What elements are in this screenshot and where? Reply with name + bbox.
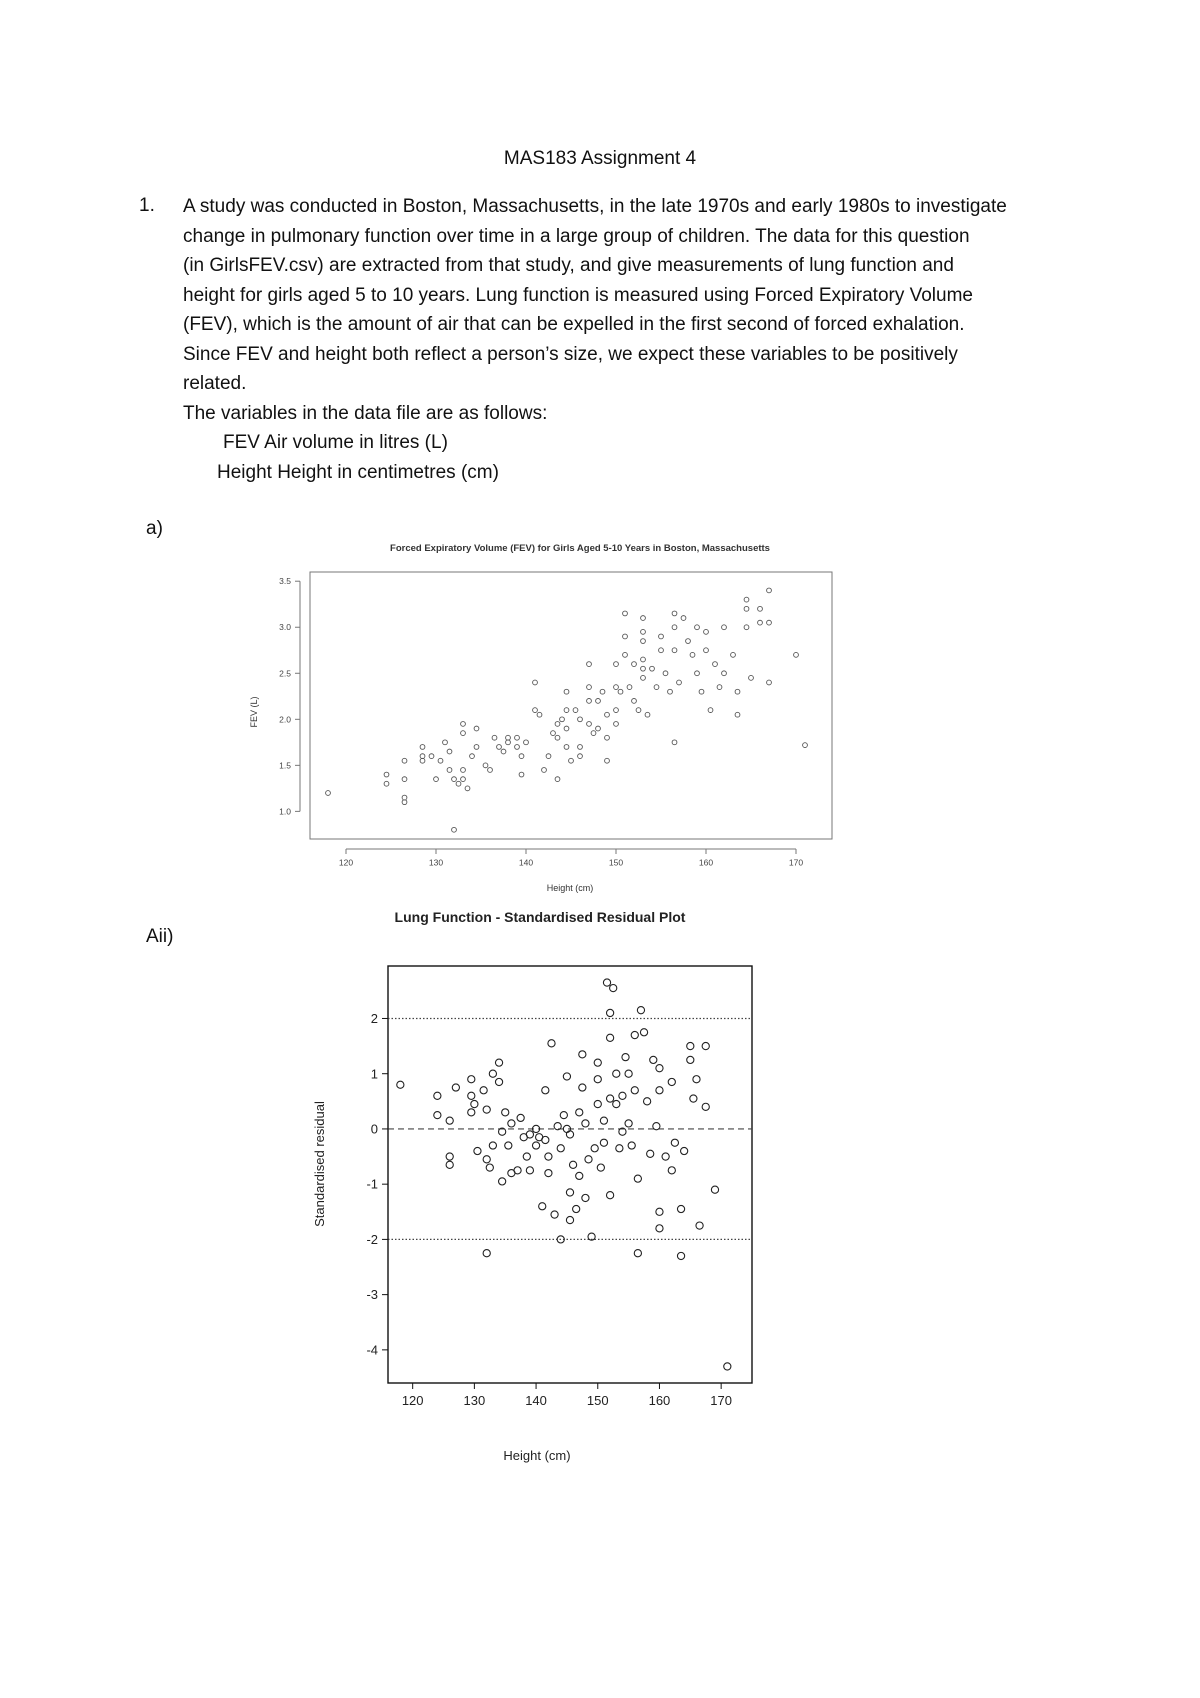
data-point [420, 758, 425, 763]
data-point [634, 1250, 641, 1257]
data-point [613, 1100, 620, 1107]
data-point [607, 1192, 614, 1199]
data-point [724, 1363, 731, 1370]
data-point [662, 1153, 669, 1160]
data-point [632, 662, 637, 667]
data-point [708, 708, 713, 713]
data-point [533, 680, 538, 685]
part-a-label: a) [146, 518, 163, 539]
data-point [545, 1153, 552, 1160]
data-point [659, 634, 664, 639]
data-point [474, 1147, 481, 1154]
x-tick-label: 120 [401, 1393, 424, 1408]
data-point [794, 652, 799, 657]
data-point [677, 1252, 684, 1259]
data-point [560, 717, 565, 722]
data-point [470, 754, 475, 759]
data-point [640, 1029, 647, 1036]
data-point [468, 1076, 475, 1083]
data-point [587, 722, 592, 727]
data-point [483, 1156, 490, 1163]
data-point [402, 777, 407, 782]
data-point [474, 745, 479, 750]
data-point [468, 1092, 475, 1099]
data-point [486, 1164, 493, 1171]
data-point [671, 1139, 678, 1146]
data-point [551, 731, 556, 736]
data-point [702, 1042, 709, 1049]
data-point [618, 689, 623, 694]
data-point [749, 675, 754, 680]
data-point [582, 1194, 589, 1201]
data-point [722, 625, 727, 630]
data-points [397, 979, 731, 1370]
paragraph-line: related. [183, 373, 247, 394]
data-point [600, 1117, 607, 1124]
data-point [628, 1142, 635, 1149]
data-point [713, 662, 718, 667]
data-point [690, 1095, 697, 1102]
data-point [384, 772, 389, 777]
data-point [650, 1056, 657, 1063]
data-point [767, 680, 772, 685]
chart-axes [279, 572, 832, 868]
data-point [631, 1031, 638, 1038]
data-point [637, 1007, 644, 1014]
data-point [803, 743, 808, 748]
data-point [579, 1051, 586, 1058]
data-point [564, 726, 569, 731]
data-point [506, 740, 511, 745]
data-point [551, 1211, 558, 1218]
data-point [627, 685, 632, 690]
data-point [610, 984, 617, 991]
x-tick-label: 140 [518, 857, 534, 868]
data-point [641, 639, 646, 644]
y-axis-label: FEV (L) [249, 696, 259, 728]
plot-frame [388, 966, 752, 1383]
data-point [632, 698, 637, 703]
data-point [605, 735, 610, 740]
data-point [452, 1084, 459, 1091]
data-point [656, 1065, 663, 1072]
part-aii-label: Aii) [146, 926, 174, 947]
data-point [434, 777, 439, 782]
data-point [420, 754, 425, 759]
data-point [641, 616, 646, 621]
data-point [456, 781, 461, 786]
paragraph-line: (FEV), which is the amount of air that can be expelled in the first second of forced exhalation. [183, 314, 965, 335]
data-point [546, 754, 551, 759]
data-point [555, 722, 560, 727]
data-point [711, 1186, 718, 1193]
data-point [578, 754, 583, 759]
data-point [717, 685, 722, 690]
data-point [564, 689, 569, 694]
data-point [506, 735, 511, 740]
data-point [704, 629, 709, 634]
data-point [677, 680, 682, 685]
y-tick-label: 2.0 [279, 714, 291, 725]
data-point [672, 611, 677, 616]
data-point [634, 1175, 641, 1182]
paragraph-line: change in pulmonary function over time in a large group of children. The data for this question [183, 225, 970, 247]
data-point [429, 754, 434, 759]
data-point [555, 777, 560, 782]
data-point [532, 1142, 539, 1149]
data-point [434, 1092, 441, 1099]
data-point [566, 1216, 573, 1223]
data-point [420, 745, 425, 750]
data-point [767, 588, 772, 593]
x-tick-label: 170 [788, 857, 804, 868]
data-point [596, 698, 601, 703]
chart-title: Forced Expiratory Volume (FEV) for Girls Aged 5-10 Years in Boston, Massachusetts [390, 543, 770, 554]
data-point [758, 606, 763, 611]
data-point [686, 639, 691, 644]
data-point [623, 611, 628, 616]
data-point [681, 616, 686, 621]
variable-fev: FEV Air volume in litres (L) [223, 432, 448, 453]
data-point [704, 648, 709, 653]
data-point [443, 740, 448, 745]
data-point [767, 620, 772, 625]
data-point [645, 712, 650, 717]
x-tick-label: 140 [525, 1393, 547, 1408]
data-point [519, 754, 524, 759]
x-tick-label: 120 [338, 857, 354, 868]
data-point [687, 1042, 694, 1049]
data-point [605, 758, 610, 763]
data-point [587, 685, 592, 690]
x-axis-label: Height (cm) [503, 1448, 571, 1463]
x-tick-label: 160 [698, 857, 714, 868]
data-point [434, 1112, 441, 1119]
data-point [542, 1136, 549, 1143]
data-point [702, 1103, 709, 1110]
data-point [631, 1087, 638, 1094]
data-point [696, 1222, 703, 1229]
data-point [526, 1167, 533, 1174]
data-point [597, 1164, 604, 1171]
data-point [576, 1109, 583, 1116]
data-point [569, 758, 574, 763]
data-point [542, 768, 547, 773]
data-point [735, 712, 740, 717]
data-point [623, 634, 628, 639]
data-point [614, 662, 619, 667]
chart-title: Lung Function - Standardised Residual Plot [394, 909, 686, 925]
y-tick-label: 0 [370, 1121, 378, 1137]
paragraph-line: A study was conducted in Boston, Massachusetts, in the late 1970s and early 1980s to investigate [183, 196, 1007, 217]
data-point [647, 1150, 654, 1157]
x-tick-label: 130 [463, 1393, 486, 1408]
y-tick-label: -3 [366, 1287, 378, 1303]
x-tick-label: 150 [586, 1393, 609, 1408]
data-point [600, 1139, 607, 1146]
data-point [594, 1100, 601, 1107]
data-point [677, 1205, 684, 1212]
data-point [607, 1034, 614, 1041]
paragraph-line: height for girls aged 5 to 10 years. Lung function is measured using Forced Expiratory Volume [183, 284, 973, 306]
data-point [650, 666, 655, 671]
data-point [641, 657, 646, 662]
data-point [573, 1205, 580, 1212]
x-tick-label: 170 [710, 1393, 733, 1408]
data-point [452, 777, 457, 782]
data-point [508, 1120, 515, 1127]
question-body [183, 192, 1083, 487]
plot-frame [310, 572, 832, 839]
x-tick-label: 160 [648, 1393, 671, 1408]
y-tick-label: 1 [370, 1066, 378, 1082]
data-point [591, 731, 596, 736]
chart-axes [366, 966, 752, 1408]
data-point [623, 652, 628, 657]
data-point [687, 1056, 694, 1063]
data-point [672, 625, 677, 630]
data-point [625, 1120, 632, 1127]
data-point [699, 689, 704, 694]
data-point [735, 689, 740, 694]
data-point [695, 671, 700, 676]
y-tick-label: 1.0 [279, 806, 291, 817]
data-point [489, 1142, 496, 1149]
data-point [446, 1117, 453, 1124]
data-point [566, 1131, 573, 1138]
data-point [488, 768, 493, 773]
data-point [492, 735, 497, 740]
data-point [526, 1131, 533, 1138]
document-title: MAS183 Assignment 4 [503, 148, 697, 169]
data-point [545, 1170, 552, 1177]
data-point [591, 1145, 598, 1152]
y-tick-label: -2 [366, 1231, 378, 1247]
y-tick-label: 3.0 [279, 622, 291, 633]
data-point [566, 1189, 573, 1196]
data-point [622, 1054, 629, 1061]
data-point [446, 1161, 453, 1168]
data-point [483, 763, 488, 768]
data-point [744, 606, 749, 611]
data-point [594, 1059, 601, 1066]
residual-scatter-chart [300, 904, 760, 1474]
data-point [653, 1123, 660, 1130]
y-tick-label: -1 [366, 1176, 378, 1192]
data-point [402, 758, 407, 763]
data-point [668, 689, 673, 694]
data-point [672, 648, 677, 653]
data-point [514, 1167, 521, 1174]
data-point [656, 1208, 663, 1215]
data-point [564, 708, 569, 713]
y-tick-label: -4 [366, 1342, 378, 1358]
x-tick-label: 130 [428, 857, 444, 868]
data-point [659, 648, 664, 653]
data-point [663, 671, 668, 676]
data-point [447, 768, 452, 773]
data-point [644, 1098, 651, 1105]
data-point [483, 1250, 490, 1257]
paragraph-line: Since FEV and height both reflect a person’s size, we expect these variables to be positively [183, 343, 958, 365]
data-point [533, 708, 538, 713]
data-point [569, 1161, 576, 1168]
data-point [695, 625, 700, 630]
data-point [446, 1153, 453, 1160]
data-point [744, 625, 749, 630]
data-point [452, 827, 457, 832]
data-point [578, 717, 583, 722]
data-point [523, 1153, 530, 1160]
data-point [505, 1142, 512, 1149]
data-point [614, 708, 619, 713]
x-tick-label: 150 [608, 857, 624, 868]
data-point [607, 1095, 614, 1102]
data-point [542, 1087, 549, 1094]
data-point [668, 1167, 675, 1174]
data-point [397, 1081, 404, 1088]
data-point [461, 722, 466, 727]
data-point [614, 685, 619, 690]
data-point [731, 652, 736, 657]
data-point [384, 781, 389, 786]
paragraph-line: (in GirlsFEV.csv) are extracted from that study, and give measurements of lung function and [183, 255, 954, 276]
data-point [668, 1078, 675, 1085]
data-point [625, 1070, 632, 1077]
data-point [672, 740, 677, 745]
data-point [573, 708, 578, 713]
data-point [539, 1203, 546, 1210]
data-point [560, 1112, 567, 1119]
data-point [501, 749, 506, 754]
data-point [641, 675, 646, 680]
data-point [722, 671, 727, 676]
data-point [656, 1225, 663, 1232]
data-point [758, 620, 763, 625]
data-point [563, 1073, 570, 1080]
data-point [495, 1059, 502, 1066]
data-point [579, 1084, 586, 1091]
data-point [557, 1145, 564, 1152]
data-point [326, 791, 331, 796]
data-point [402, 800, 407, 805]
y-axis-label: Standardised residual [312, 1101, 327, 1227]
data-point [519, 772, 524, 777]
data-point [614, 722, 619, 727]
data-point [471, 1100, 478, 1107]
data-point [495, 1078, 502, 1085]
data-point [461, 768, 466, 773]
data-point [603, 979, 610, 986]
data-point [497, 745, 502, 750]
data-point [594, 1076, 601, 1083]
data-point [548, 1040, 555, 1047]
data-point [607, 1009, 614, 1016]
data-point [619, 1092, 626, 1099]
data-point [474, 726, 479, 731]
data-point [468, 1109, 475, 1116]
data-point [605, 712, 610, 717]
data-point [578, 745, 583, 750]
data-point [517, 1114, 524, 1121]
data-point [554, 1123, 561, 1130]
data-point [693, 1076, 700, 1083]
data-point [461, 777, 466, 782]
data-point [489, 1070, 496, 1077]
data-point [587, 698, 592, 703]
data-point [555, 735, 560, 740]
data-point [585, 1156, 592, 1163]
data-point [402, 795, 407, 800]
fev-scatter-chart [240, 534, 840, 894]
data-points [326, 588, 808, 832]
data-point [690, 652, 695, 657]
data-point [447, 749, 452, 754]
data-point [600, 689, 605, 694]
y-tick-label: 2 [370, 1011, 378, 1027]
data-point [641, 629, 646, 634]
data-point [656, 1087, 663, 1094]
data-point [461, 731, 466, 736]
question-number: 1. [139, 195, 155, 216]
x-axis-label: Height (cm) [546, 883, 594, 893]
data-point [587, 662, 592, 667]
data-point [480, 1087, 487, 1094]
data-point [616, 1145, 623, 1152]
data-point [499, 1178, 506, 1185]
variable-height: Height Height in centimetres (cm) [217, 461, 499, 483]
variables-intro: The variables in the data file are as follows: [183, 402, 548, 424]
y-tick-label: 1.5 [279, 760, 291, 771]
data-point [576, 1172, 583, 1179]
data-point [744, 597, 749, 602]
data-point [465, 786, 470, 791]
data-point [564, 745, 569, 750]
data-point [641, 666, 646, 671]
y-tick-label: 2.5 [279, 668, 291, 679]
data-point [582, 1120, 589, 1127]
data-point [438, 758, 443, 763]
data-point [613, 1070, 620, 1077]
data-point [636, 708, 641, 713]
data-point [537, 712, 542, 717]
y-tick-label: 3.5 [279, 576, 291, 587]
data-point [502, 1109, 509, 1116]
data-point [515, 745, 520, 750]
data-point [596, 726, 601, 731]
data-point [654, 685, 659, 690]
data-point [524, 740, 529, 745]
data-point [681, 1147, 688, 1154]
data-point [515, 735, 520, 740]
data-point [483, 1106, 490, 1113]
